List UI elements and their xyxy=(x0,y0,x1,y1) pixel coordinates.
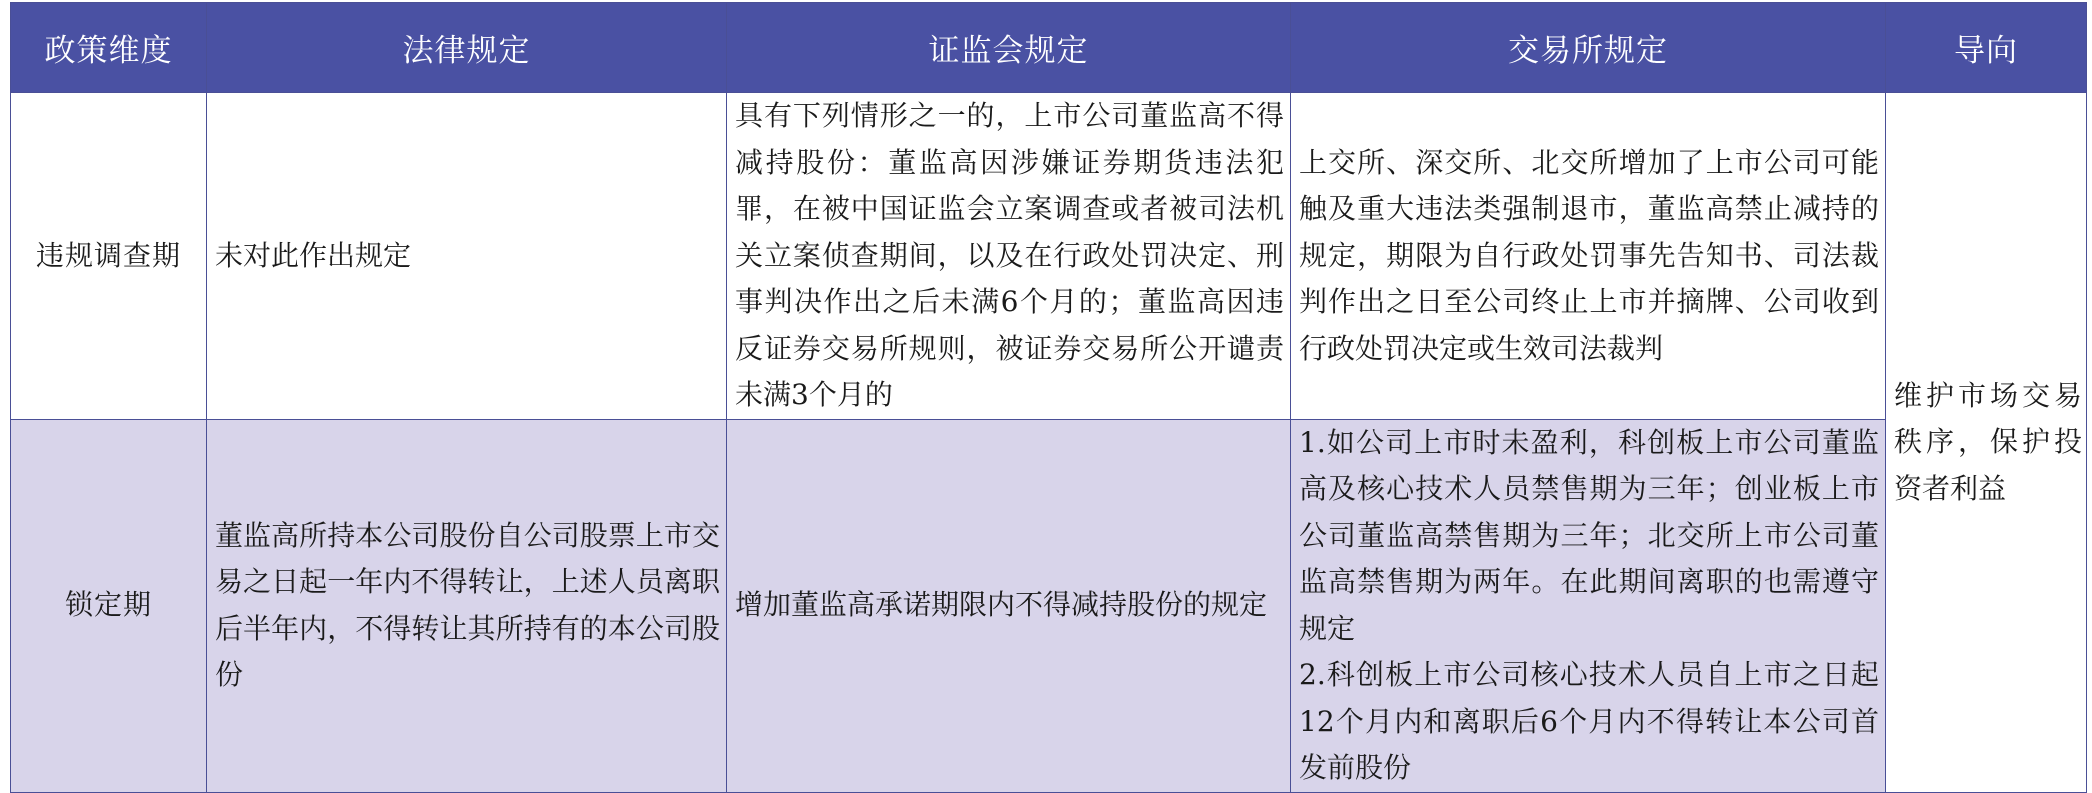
table-row-violation-investigation xyxy=(11,93,2087,420)
policy-comparison-table-container xyxy=(10,2,2086,793)
header-law-provisions: 法律规定 xyxy=(207,3,727,93)
cell-law: 董监高所持本公司股份自公司股票上市交易之日起一年内不得转让，上述人员离职后半年内，不得转让其所持有的本公司股份 xyxy=(207,419,727,792)
exchange-item: 1.如公司上市时未盈利，科创板上市公司董监高及核心技术人员禁售期为三年；创业板上市公司董监高禁售期为三年；北交所上市公司董监高禁售期为两年。在此期间离职的也需遵守规定 xyxy=(1299,425,1879,645)
header-guidance: 导向 xyxy=(1886,3,2087,93)
cell-csrc: 具有下列情形之一的，上市公司董监高不得减持股份：董监高因涉嫌证券期货违法犯罪，在被中国证监会立案调查或者被司法机关立案侦查期间，以及在行政处罚决定、刑事判决作出之后未满6个月的；董监高因违反证券交易所规则，被证券交易所公开谴责未满3个月的 xyxy=(727,93,1291,420)
header-csrc-provisions: 证监会规定 xyxy=(727,3,1291,93)
table-header-row xyxy=(11,3,2087,93)
cell-exchange: 上交所、深交所、北交所增加了上市公司可能触及重大违法类强制退市，董监高禁止减持的规定，期限为自行政处罚事先告知书、司法裁判作出之日至公司终止上市并摘牌、公司收到行政处罚决定或生效司法裁判 xyxy=(1291,93,1886,420)
cell-csrc: 增加董监高承诺期限内不得减持股份的规定 xyxy=(727,419,1291,792)
table-row-lockup-period xyxy=(11,419,2087,792)
cell-exchange xyxy=(1291,419,1886,792)
cell-dimension: 违规调查期 xyxy=(11,93,207,420)
header-policy-dimension: 政策维度 xyxy=(11,3,207,93)
cell-dimension: 锁定期 xyxy=(11,419,207,792)
header-exchange-provisions: 交易所规定 xyxy=(1291,3,1886,93)
policy-comparison-table xyxy=(10,2,2087,793)
exchange-item: 2.科创板上市公司核心技术人员自上市之日起12个月内和离职后6个月内不得转让本公司首发前股份 xyxy=(1299,658,1879,784)
cell-law: 未对此作出规定 xyxy=(207,93,727,420)
cell-guidance: 维护市场交易秩序，保护投资者利益 xyxy=(1886,93,2087,793)
